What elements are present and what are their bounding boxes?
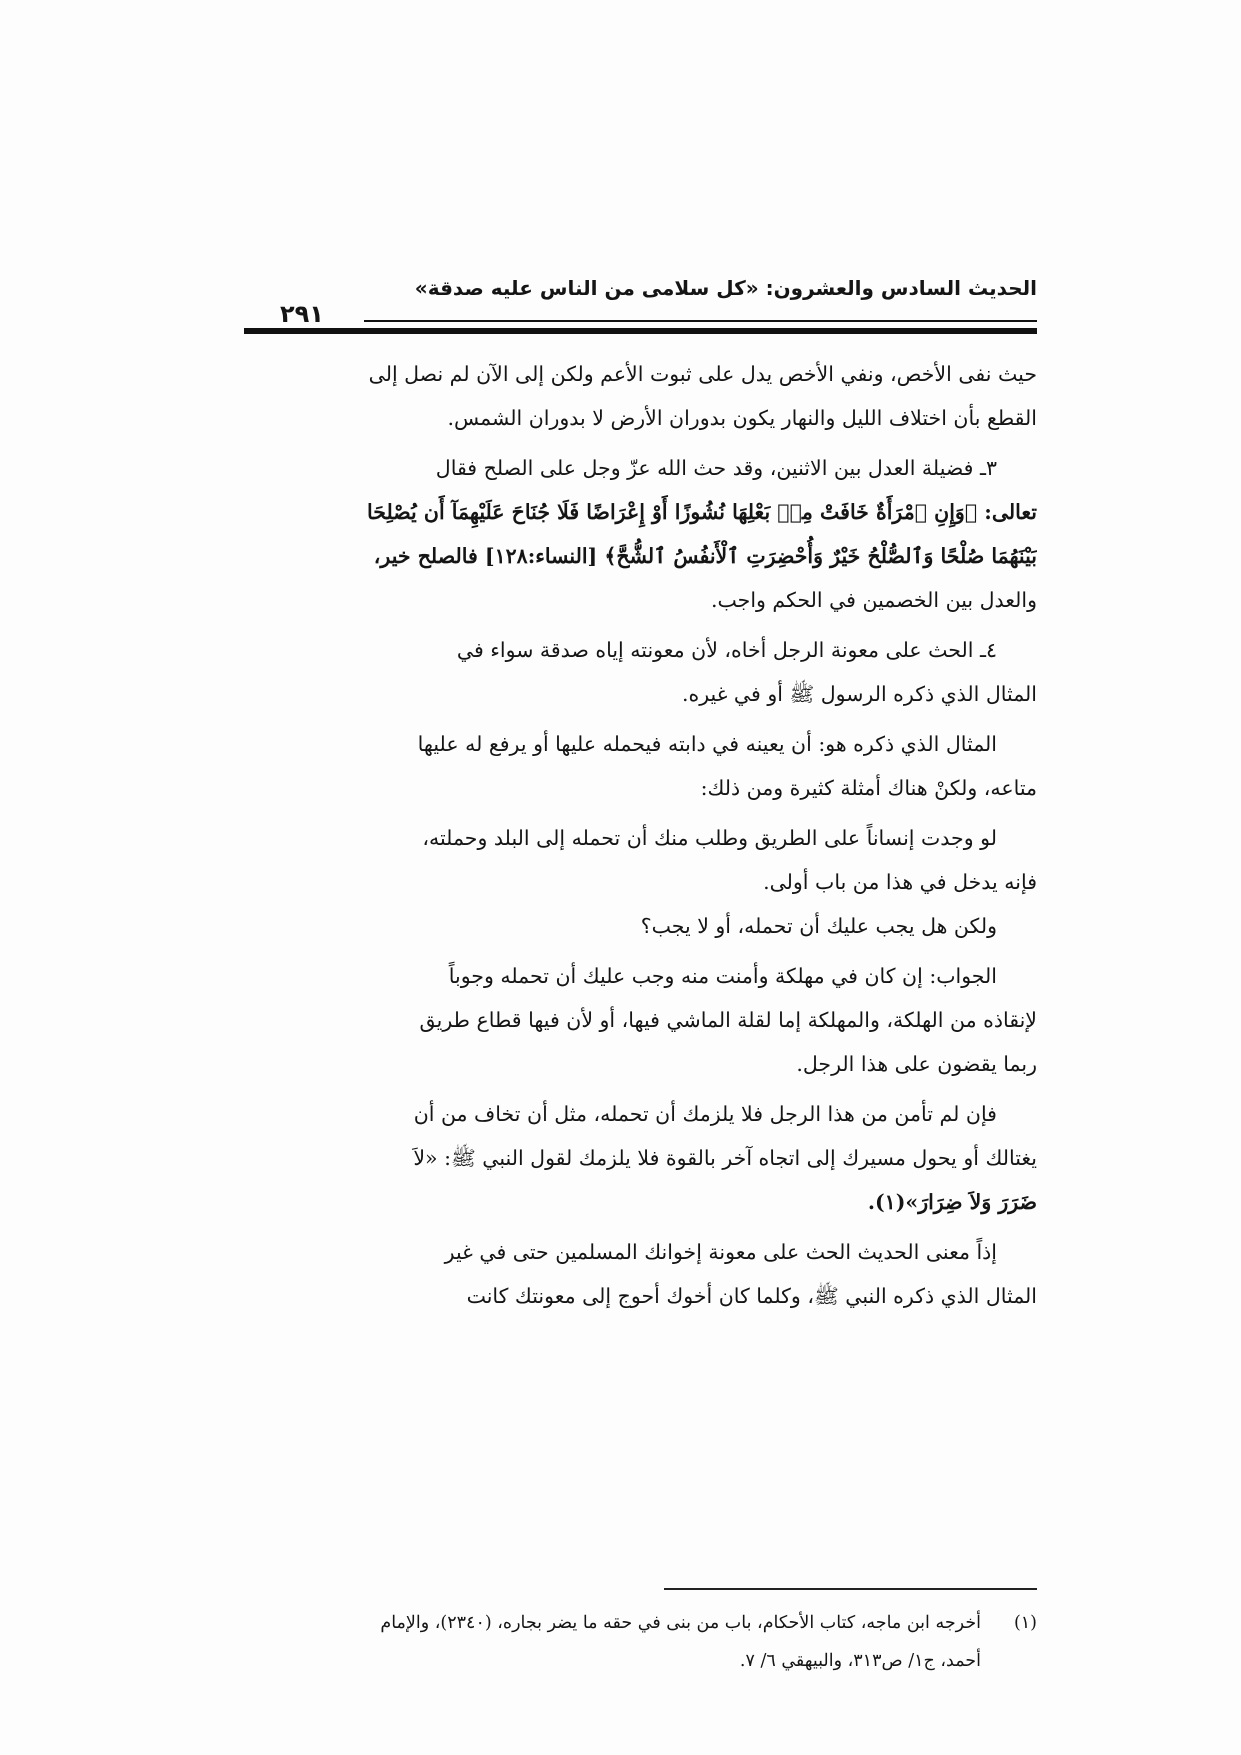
text-line: القطع بأن اختلاف الليل والنهار يكون بدوران الأرض لا بدوران الشمس. (447, 406, 1037, 430)
hadith-quote-line: ضَرَرَ وَلاَ ضِرَارَ»(١). (867, 1190, 1037, 1214)
footnotes (244, 1604, 1037, 1680)
quran-verse-line: بَيْنَهُمَا صُلْحًا وَٱلصُّلْحُ خَيْرٌ وَأُحْضِرَتِ ٱلْأَنفُسُ ٱلشُّحَّ﴾ [النساء:١٢٨] فالصلح خير، (373, 544, 1037, 568)
footnote-line (244, 1604, 1037, 1642)
text-line: يغتالك أو يحول مسيرك إلى اتجاه آخر بالقوة فلا يلزمك لقول النبي ﷺ: «لاَ (413, 1146, 1037, 1170)
text-line: والعدل بين الخصمين في الحكم واجب. (711, 588, 1037, 612)
text-line: ٣ـ فضيلة العدل بين الاثنين، وقد حث الله عزّ وجل على الصلح فقال (435, 456, 997, 480)
running-header (244, 276, 1037, 336)
footnote-line: أحمد، ج١/ ص٣١٣، والبيهقي ٦/ ٧. (739, 1651, 981, 1671)
text-line: ولكن هل يجب عليك أن تحمله، أو لا يجب؟ (640, 914, 997, 938)
text-line: ربما يقضون على هذا الرجل. (796, 1052, 1037, 1076)
quran-verse-line: تعالى: ﴿وَإِنِ ٱمْرَأَةٌ خَافَتْ مِنۢ بَعْلِهَا نُشُوزًا أَوْ إِعْرَاضًا فَلَا جُنَاحَ عَلَيْهِمَآ أَن يُصْلِحَا (367, 500, 1037, 524)
page-number: ٢٩١ (272, 300, 332, 328)
header-rule-thin (364, 320, 1037, 322)
header-title: الحديث السادس والعشرون: «كل سلامى من الناس عليه صدقة» (414, 276, 1037, 300)
main-text (244, 352, 1037, 1318)
text-line: لو وجدت إنساناً على الطريق وطلب منك أن تحمله إلى البلد وحملته، (422, 826, 997, 850)
text-line: إذاً معنى الحديث الحث على معونة إخوانك المسلمين حتى في غير (444, 1240, 997, 1264)
text-line: فإن لم تأمن من هذا الرجل فلا يلزمك أن تحمله، مثل أن تخاف من أن (413, 1102, 997, 1126)
text-line: فإنه يدخل في هذا من باب أولى. (763, 870, 1037, 894)
text-line: المثال الذي ذكره هو: أن يعينه في دابته فيحمله عليها أو يرفع له عليها (417, 732, 997, 756)
text-line: المثال الذي ذكره النبي ﷺ، وكلما كان أخوك أحوج إلى معونتك كانت (466, 1284, 1037, 1308)
text-line: متاعه، ولكنْ هناك أمثلة كثيرة ومن ذلك: (700, 776, 1037, 800)
text-line: الجواب: إن كان في مهلكة وأمنت منه وجب عليك أن تحمله وجوباً (448, 964, 997, 988)
header-rule (244, 328, 1037, 334)
text-line: ٤ـ الحث على معونة الرجل أخاه، لأن معونته إياه صدقة سواء في (456, 638, 997, 662)
text-line: حيث نفى الأخص، ونفي الأخص يدل على ثبوت الأعم ولكن إلى الآن لم نصل إلى (368, 362, 1037, 386)
footnote-separator (664, 1588, 1037, 1590)
text-line: لإنقاذه من الهلكة، والمهلكة إما لقلة الماشي فيها، أو لأن فيها قطاع طريق (419, 1008, 1037, 1032)
text-line: المثال الذي ذكره الرسول ﷺ أو في غيره. (681, 682, 1037, 706)
footnote-text: أخرجه ابن ماجه، كتاب الأحكام، باب من بنى في حقه ما يضر بجاره، (٢٣٤٠)، والإمام (380, 1613, 981, 1633)
footnote-number: (١) (1013, 1613, 1037, 1633)
